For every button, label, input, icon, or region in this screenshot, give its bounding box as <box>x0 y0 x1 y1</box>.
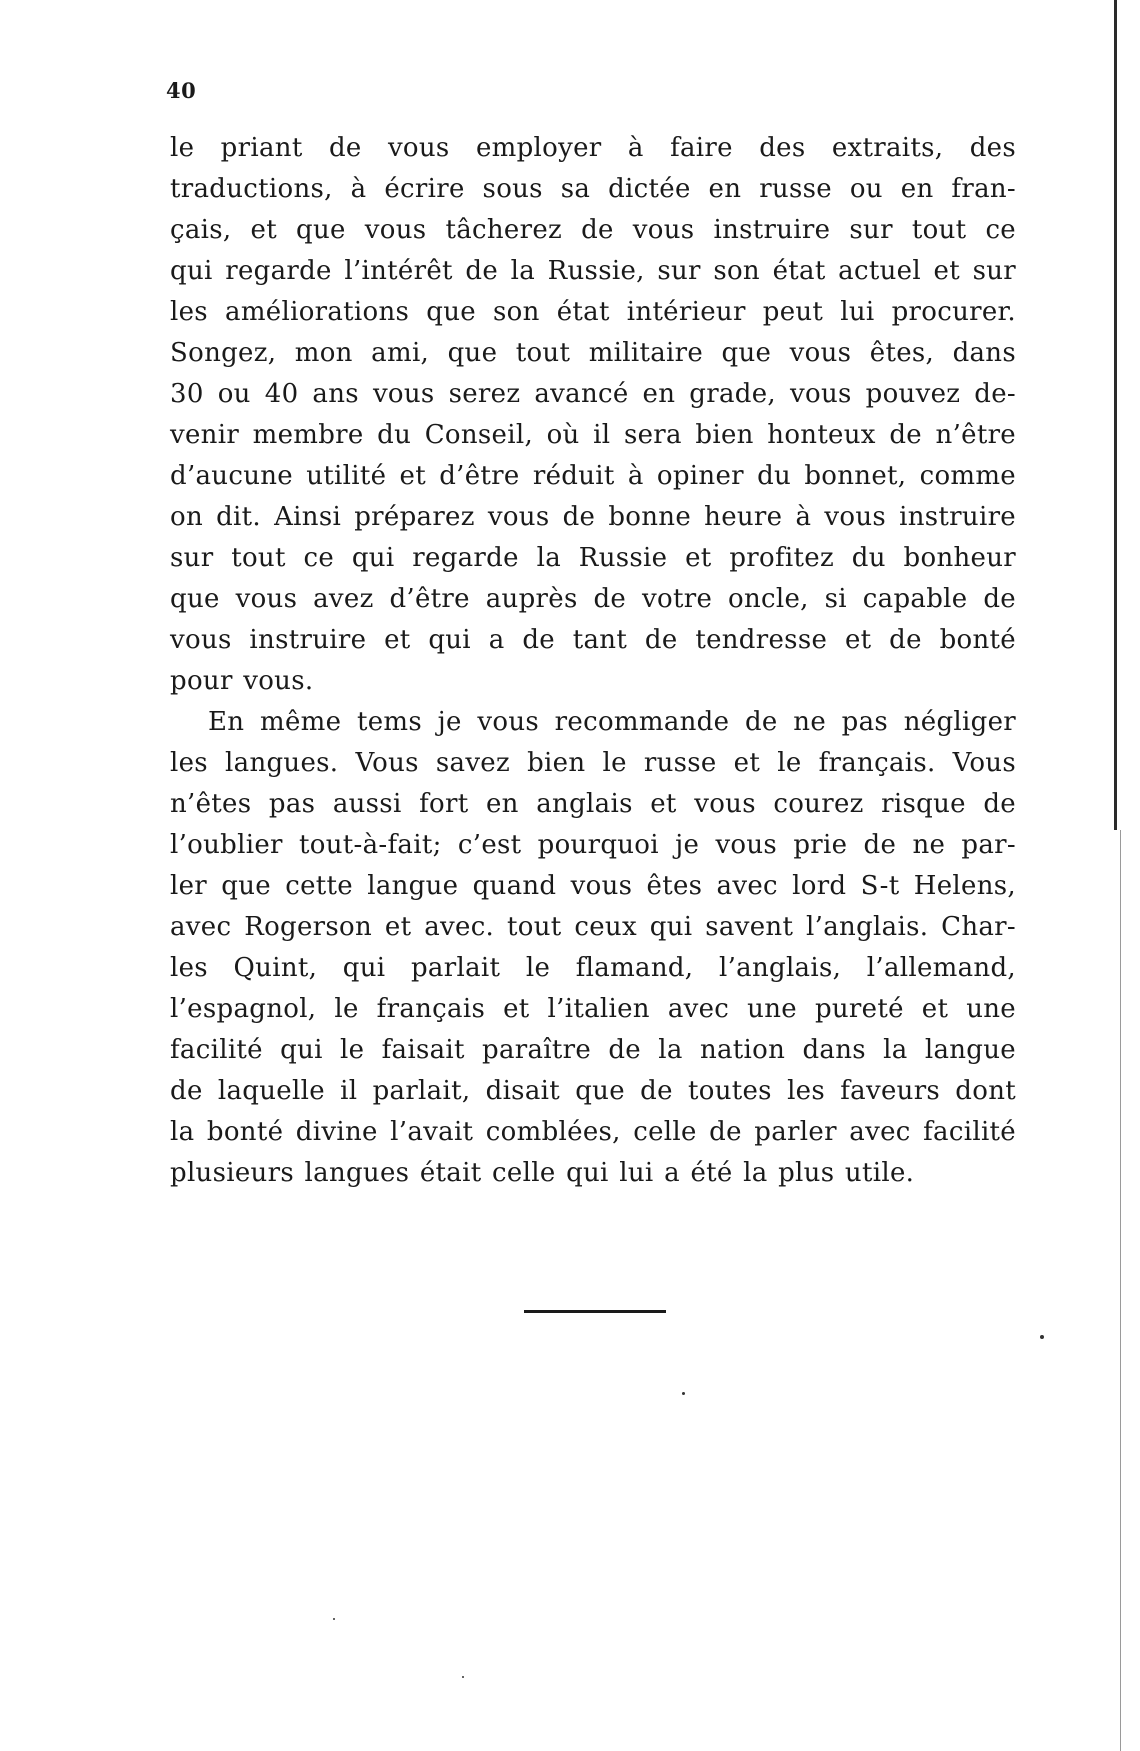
text-line: qui regarde l’intérêt de la Russie, sur son état actuel et sur <box>170 256 1016 286</box>
text-line: plusieurs langues était celle qui lui a été la plus utile. <box>170 1158 915 1188</box>
text-line: le priant de vous employer à faire des extraits, des <box>170 133 1016 163</box>
text-line: que vous avez d’être auprès de votre oncle, si capable de <box>170 584 1016 614</box>
text-line: la bonté divine l’avait comblées, celle de parler avec facilité <box>170 1117 1016 1147</box>
text-line: les améliorations que son état intérieur peut lui procurer. <box>170 297 1016 327</box>
text-line: Songez, mon ami, que tout militaire que vous êtes, dans <box>170 338 1016 368</box>
text-line: vous instruire et qui a de tant de tendresse et de bonté <box>170 625 1016 655</box>
scan-speck <box>333 1618 335 1620</box>
text-line: on dit. Ainsi préparez vous de bonne heure à vous instruire <box>170 502 1016 532</box>
text-line: En même tems je vous recommande de ne pas négliger <box>208 707 1016 737</box>
margin-rule-top <box>1114 0 1117 830</box>
paragraph-1 <box>170 128 1016 702</box>
text-line: venir membre du Conseil, où il sera bien honteux de n’être <box>170 420 1016 450</box>
text-line: l’espagnol, le français et l’italien avec une pureté et une <box>170 994 1016 1024</box>
text-line: pour vous. <box>170 666 314 696</box>
text-line: 30 ou 40 ans vous serez avancé en grade, vous pouvez de- <box>170 379 1016 409</box>
text-line: sur tout ce qui regarde la Russie et profitez du bonheur <box>170 543 1016 573</box>
scan-speck <box>462 1676 464 1678</box>
text-line: d’aucune utilité et d’être réduit à opiner du bonnet, comme <box>170 461 1016 491</box>
text-line: n’êtes pas aussi fort en anglais et vous courez risque de <box>170 789 1016 819</box>
end-rule <box>524 1310 666 1313</box>
margin-rule-bottom <box>1120 830 1121 1751</box>
text-block <box>170 128 1016 1194</box>
text-line: les langues. Vous savez bien le russe et le français. Vous <box>170 748 1016 778</box>
text-line: traductions, à écrire sous sa dictée en russe ou en fran- <box>170 174 1016 204</box>
text-line: çais, et que vous tâcherez de vous instruire sur tout ce <box>170 215 1016 245</box>
paragraph-2 <box>170 702 1016 1194</box>
scan-speck <box>1040 1335 1044 1339</box>
scan-speck <box>682 1392 685 1395</box>
text-line: les Quint, qui parlait le flamand, l’anglais, l’allemand, <box>170 953 1016 983</box>
text-line: l’oublier tout-à-fait; c’est pourquoi je vous prie de ne par- <box>170 830 1016 860</box>
text-line: de laquelle il parlait, disait que de toutes les faveurs dont <box>170 1076 1016 1106</box>
text-line: facilité qui le faisait paraître de la nation dans la langue <box>170 1035 1016 1065</box>
text-line: ler que cette langue quand vous êtes avec lord S-t Helens, <box>170 871 1016 901</box>
page-number: 40 <box>166 78 197 103</box>
text-line: avec Rogerson et avec. tout ceux qui savent l’anglais. Char- <box>170 912 1016 942</box>
